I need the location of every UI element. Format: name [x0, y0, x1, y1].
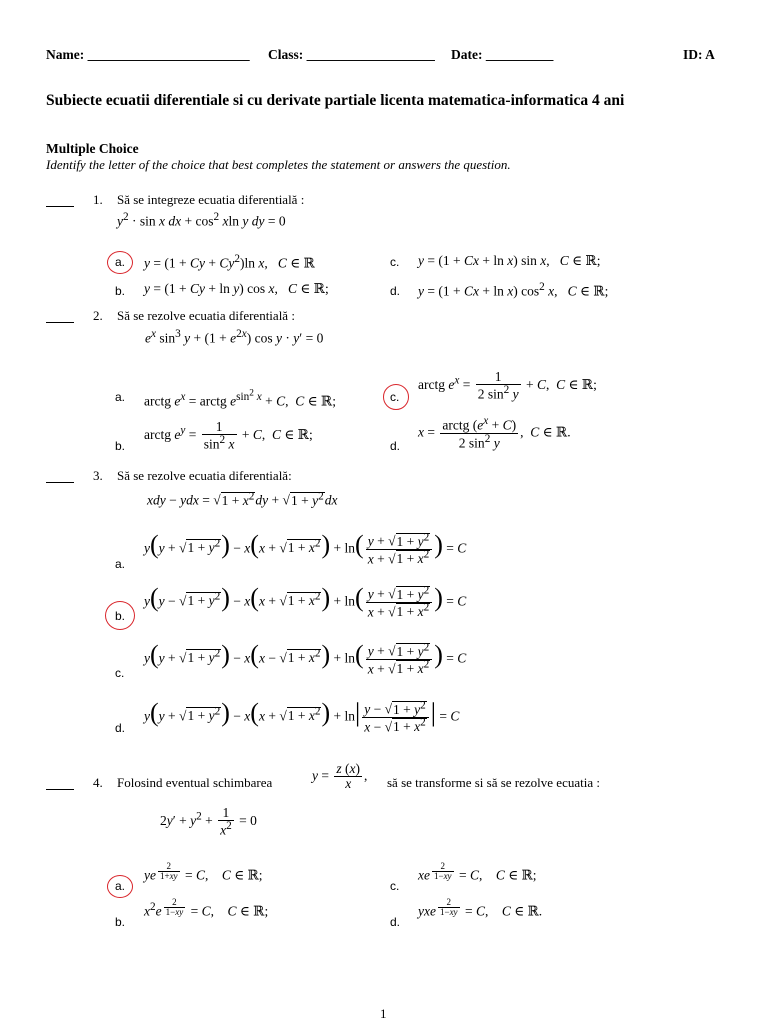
- substitution-formula: y = $\frac{z (x)}{x}$ ,: [312, 761, 368, 792]
- name-field: Name: ________________________: [46, 47, 250, 62]
- option-a: arctg $e^x$ = arctg $e^{sin^2 x} + C$, C ∈ ℝ;: [144, 388, 336, 409]
- option-c: xe $^{\frac{2}{1-xy}}$ = C, C ∈ ℝ;: [418, 861, 537, 883]
- option-d: $y(y + √1 + y^2) - x(x + √1 + x^2) + \ln|$ $\frac{y - √1 + y^2}{x - √1 + x^2}$ | = C: [144, 698, 460, 735]
- option-letter: a.: [115, 879, 126, 893]
- page-title: Subiecte ecuatii diferentiale si cu derivate partiale licenta matematica-informatica 4 ani: [46, 92, 625, 109]
- option-d: x = $\frac{arctg (e^x + C)}{2 \sin^2 y}$ , C ∈ ℝ.: [418, 415, 571, 451]
- question-prompt: Să se rezolve ecuatia diferentială:: [117, 468, 292, 483]
- option-letter: c.: [115, 666, 125, 680]
- question-number: 1.: [93, 192, 103, 207]
- question-equation: $2y' + y^2$ + $\frac{1}{x^2}$ = 0: [160, 805, 257, 838]
- question-number: 3.: [93, 468, 103, 483]
- option-b: y = (1 + Cy + ln y) cos x, C ∈ ℝ;: [144, 281, 329, 296]
- option-c: arctg $e^x$ = $\frac{1}{2 \sin^2 y}$ + C, C ∈ ℝ;: [418, 369, 597, 402]
- section-heading: Multiple Choice: [46, 141, 139, 156]
- option-letter: d.: [115, 721, 126, 735]
- option-d: yxe $^{\frac{2}{1-xy}}$ = C, C ∈ ℝ.: [418, 897, 543, 919]
- id-label: ID: A: [683, 47, 715, 62]
- option-letter: a.: [115, 255, 126, 269]
- answer-blank: [46, 206, 74, 207]
- class-field: Class: ___________________: [268, 47, 435, 62]
- question-prompt: Să se integreze ecuatia diferentială :: [117, 192, 305, 207]
- option-letter: c.: [390, 879, 400, 893]
- option-c: y = (1 + Cx + ln x) sin x, C ∈ ℝ;: [418, 253, 601, 268]
- option-letter: d.: [390, 915, 401, 929]
- question-prompt: Folosind eventual schimbarea: [117, 775, 273, 790]
- option-letter: d.: [390, 439, 401, 453]
- option-letter: c.: [390, 390, 400, 404]
- option-letter: b.: [115, 439, 126, 453]
- option-a: $y(y + √1 + y^2) - x(x + √1 + x^2) + \ln$( $\frac{y + √1 + y^2}{x + √1 + x^2}$ ) = C: [144, 530, 467, 567]
- option-c: $y(y + √1 + y^2) - x(x - √1 + x^2) + \ln$( $\frac{y + √1 + y^2}{x + √1 + x^2}$ ) = C: [144, 640, 467, 677]
- answer-blank: [46, 482, 74, 483]
- section-instructions: Identify the letter of the choice that best completes the statement or answers the question.: [46, 157, 511, 172]
- option-b: $x^2e$ $^{\frac{2}{1-xy}}$ = C, C ∈ ℝ;: [144, 897, 269, 919]
- question-equation: $e^x$ $\sin^3 y + (1 + e^{2x})$ cos y · y′ = 0: [145, 328, 324, 346]
- page-number: 1: [380, 1006, 387, 1021]
- option-a: ye $^{\frac{2}{1+xy}}$ = C, C ∈ ℝ;: [144, 861, 263, 883]
- option-letter: a.: [115, 557, 126, 571]
- option-b: $y(y - √1 + y^2) - x(x + √1 + x^2) + \ln$( $\frac{y + √1 + y^2}{x + √1 + x^2}$ ) = C: [144, 583, 467, 620]
- option-letter: c.: [390, 255, 400, 269]
- answer-blank: [46, 322, 74, 323]
- question-equation: $y^2 \cdot \sin x$ dx + $\cos^2 xln$ y dy = 0: [117, 211, 286, 229]
- option-a: $y = (1 + Cy + Cy^2)\ln$ x, C ∈ ℝ: [144, 253, 315, 271]
- option-letter: d.: [390, 284, 401, 298]
- option-b: arctg $e^y$ = $\frac{1}{\sin^2 x}$ + C, C ∈ ℝ;: [144, 419, 313, 452]
- option-letter: b.: [115, 284, 126, 298]
- question-prompt: Să se rezolve ecuatia diferentială :: [117, 308, 295, 323]
- option-letter: b.: [115, 609, 126, 623]
- option-letter: a.: [115, 390, 126, 404]
- option-letter: b.: [115, 915, 126, 929]
- date-field: Date: __________: [451, 47, 554, 62]
- answer-blank: [46, 789, 74, 790]
- question-equation: xdy − ydx = $√1 + x^2dy + √1 + y^2dx$: [147, 490, 338, 508]
- question-number: 4.: [93, 775, 103, 790]
- question-number: 2.: [93, 308, 103, 323]
- option-d: y = (1 + Cx + ln x) $\cos^2 x$, C ∈ ℝ;: [418, 281, 609, 299]
- question-prompt-continued: să se transforme si să se rezolve ecuatia :: [387, 775, 600, 790]
